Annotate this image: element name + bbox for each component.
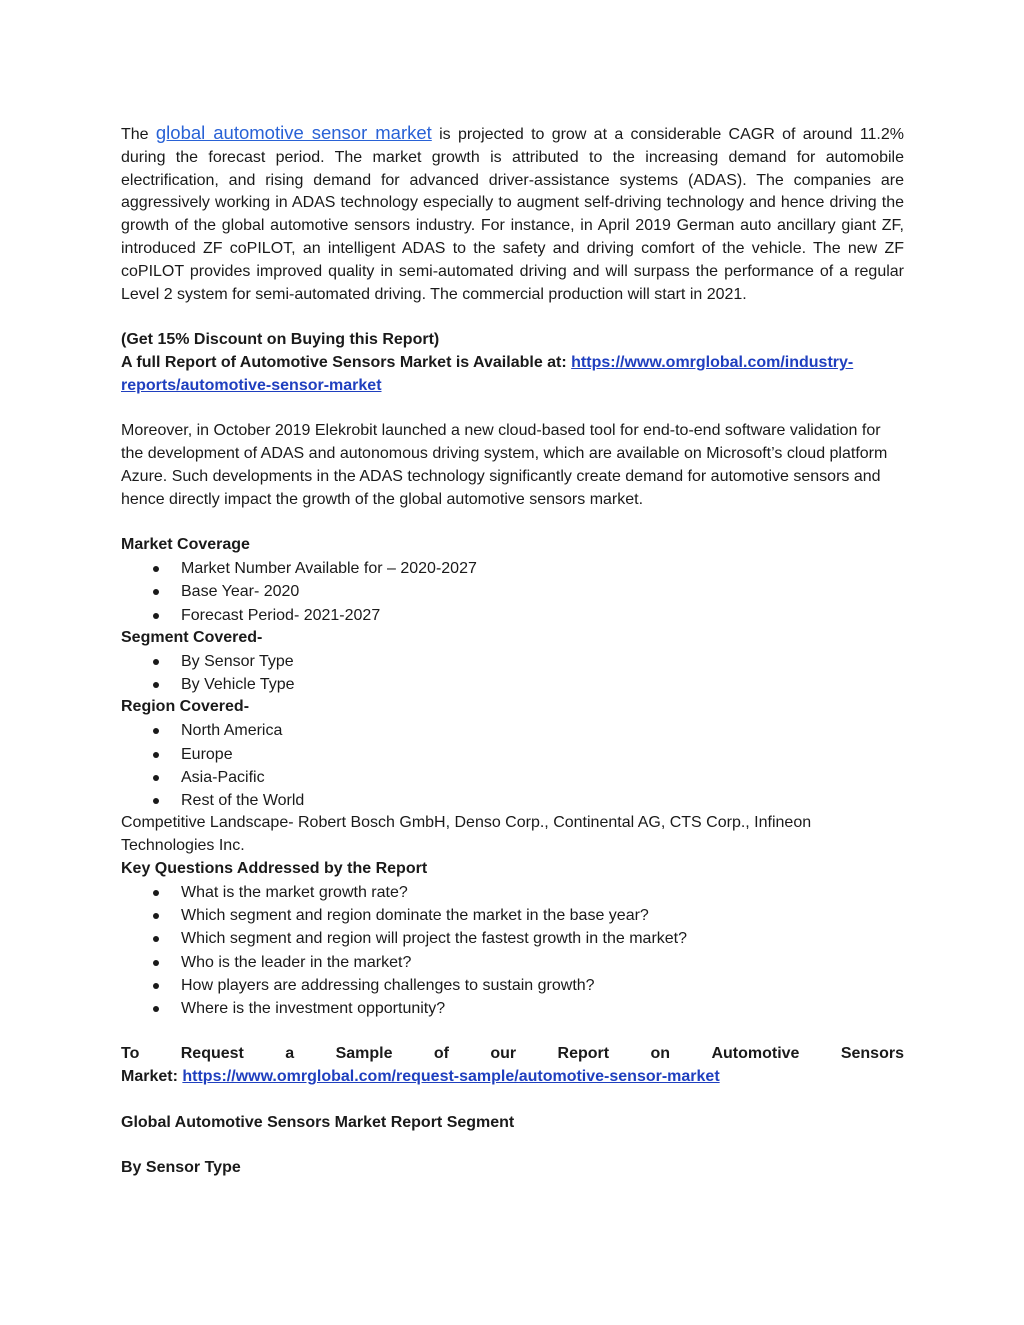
list-item: Asia-Pacific	[121, 766, 904, 789]
region-covered-heading: Region Covered-	[121, 698, 250, 716]
bullet-icon	[153, 913, 159, 919]
full-report-line	[121, 352, 904, 398]
full-report-label: A full Report of Automotive Sensors Market is Available at:	[121, 353, 572, 371]
list-item: Which segment and region will project the fastest growth in the market?	[121, 927, 904, 950]
request-sample-link[interactable]: https://www.omrglobal.com/request-sample/automotive-sensor-market	[182, 1068, 720, 1086]
list-item: By Vehicle Type	[121, 673, 904, 696]
document-page	[121, 122, 904, 1180]
intro-paragraph	[121, 122, 904, 306]
competitive-landscape: Competitive Landscape- Robert Bosch GmbH, Denso Corp., Continental AG, CTS Corp., Infineon Technologies Inc.	[121, 814, 812, 855]
request-sample-line: To Request a Sample of our Report on Automotive Sensors	[121, 1045, 904, 1063]
request-sample-link-line	[121, 1066, 904, 1089]
key-questions-list	[121, 881, 904, 1021]
discount-heading: (Get 15% Discount on Buying this Report)	[121, 331, 440, 349]
list-item: Where is the investment opportunity?	[121, 997, 904, 1020]
bullet-icon	[153, 682, 159, 688]
intro-lead-text: The	[121, 126, 156, 143]
list-item: Forecast Period- 2021-2027	[121, 604, 904, 627]
list-item: Base Year- 2020	[121, 580, 904, 603]
list-item: Who is the leader in the market?	[121, 951, 904, 974]
list-item: How players are addressing challenges to sustain growth?	[121, 974, 904, 997]
bullet-icon	[153, 613, 159, 619]
segment-covered-list	[121, 650, 904, 697]
bullet-icon	[153, 728, 159, 734]
list-item: Market Number Available for – 2020-2027	[121, 557, 904, 580]
bullet-icon	[153, 983, 159, 989]
segment-covered-heading: Segment Covered-	[121, 629, 263, 647]
key-questions-heading: Key Questions Addressed by the Report	[121, 860, 428, 877]
bullet-icon	[153, 752, 159, 758]
market-coverage-list	[121, 557, 904, 627]
bullet-icon	[153, 589, 159, 595]
bullet-icon	[153, 566, 159, 572]
report-segment-heading: Global Automotive Sensors Market Report Segment	[121, 1113, 515, 1131]
bullet-icon	[153, 798, 159, 804]
market-label: Market:	[121, 1068, 183, 1086]
bullet-icon	[153, 1006, 159, 1012]
region-covered-list	[121, 719, 904, 812]
by-sensor-type-heading: By Sensor Type	[121, 1159, 241, 1177]
bullet-icon	[153, 659, 159, 665]
moreover-paragraph: Moreover, in October 2019 Elekrobit launched a new cloud-based tool for end-to-end software validation for the development of ADAS and autonomous driving system, which are available on Microsoft’s cloud platform Azure. Such developments in the ADAS technology significantly create demand for automotive sensors and hence directly impact the growth of the global automotive sensors market.	[121, 422, 888, 508]
bullet-icon	[153, 936, 159, 942]
bullet-icon	[153, 775, 159, 781]
market-coverage-heading: Market Coverage	[121, 536, 250, 554]
intro-body-text: is projected to grow at a considerable CAGR of around 11.2% during the forecast period. The market growth is attributed to the increasing demand for automobile electrification, and rising demand for advanced driver-assistance systems (ADAS). The companies are aggressively working in ADAS technology especially to augment self-driving technology and hence driving the growth of the global automotive sensors industry. For instance, in April 2019 German auto ancillary giant ZF, introduced ZF coPILOT, an intelligent ADAS to the safety and driving comfort of the vehicle. The new ZF coPILOT provides improved quality in semi-automated driving and will surpass the performance of a regular Level 2 system for semi-automated driving. The commercial production will start in 2021.	[121, 126, 905, 303]
list-item: Which segment and region dominate the market in the base year?	[121, 904, 904, 927]
list-item: Europe	[121, 743, 904, 766]
bullet-icon	[153, 960, 159, 966]
list-item: Rest of the World	[121, 789, 904, 812]
list-item: By Sensor Type	[121, 650, 904, 673]
full-report-link[interactable]: https://www.omrglobal.com/industry-reports/automotive-sensor-market	[121, 353, 854, 394]
bullet-icon	[153, 890, 159, 896]
global-automotive-sensor-market-link[interactable]: global automotive sensor market	[155, 122, 432, 143]
list-item: North America	[121, 719, 904, 742]
list-item: What is the market growth rate?	[121, 881, 904, 904]
